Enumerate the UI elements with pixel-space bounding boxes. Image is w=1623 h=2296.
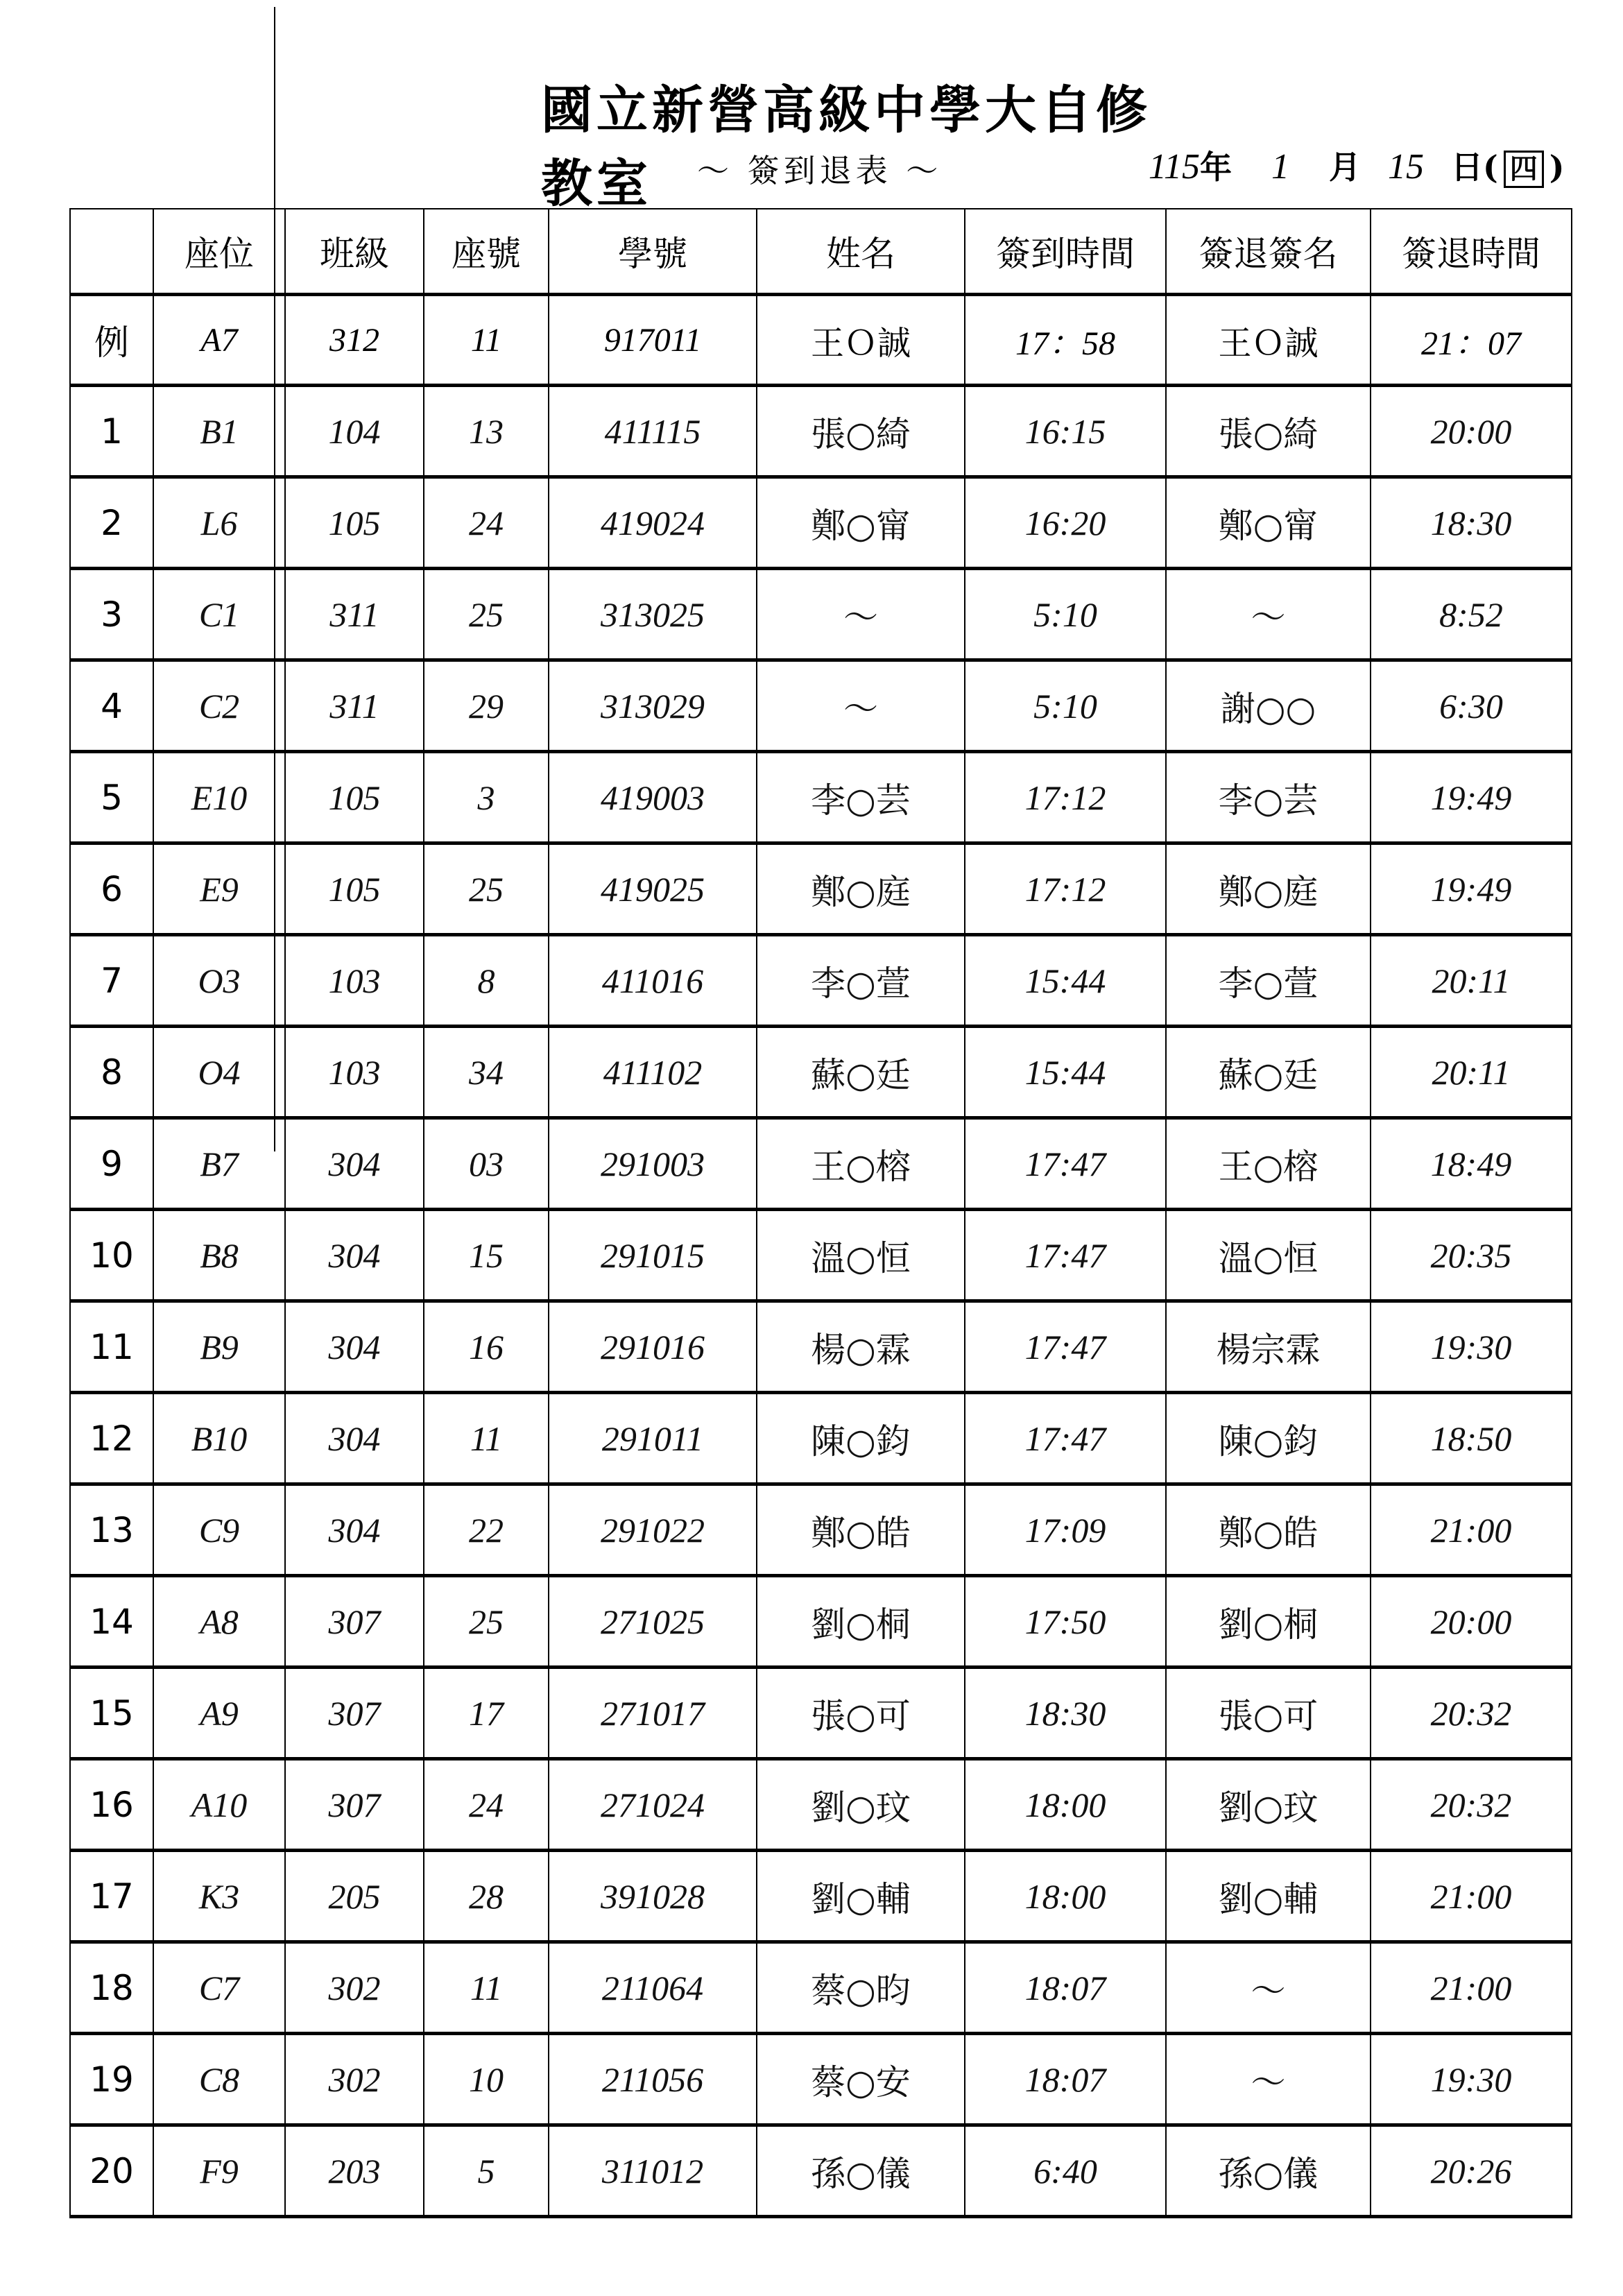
name-cell: 張○綺 xyxy=(757,386,965,477)
example-checkin-time: 17：58 xyxy=(965,295,1166,386)
checkout-time-cell: 21:00 xyxy=(1371,1851,1572,1942)
checkout-signature-cell: 陳○鈞 xyxy=(1166,1393,1371,1484)
student-id-cell: 291016 xyxy=(549,1301,757,1393)
row-number: 20 xyxy=(70,2125,153,2217)
row-number: 19 xyxy=(70,2034,153,2125)
checkin-time-cell: 16:20 xyxy=(965,477,1166,569)
seat-cell: E10 xyxy=(153,752,285,843)
seat-number-cell: 24 xyxy=(424,1759,549,1851)
class-cell: 311 xyxy=(285,660,424,752)
student-id-cell: 419025 xyxy=(549,843,757,935)
table-row xyxy=(70,477,1572,569)
seat-number-cell: 22 xyxy=(424,1484,549,1576)
date-month-label: 月 xyxy=(1329,148,1361,186)
seat-number-cell: 10 xyxy=(424,2034,549,2125)
checkout-time-cell: 18:30 xyxy=(1371,477,1572,569)
header-checkin-time: 簽到時間 xyxy=(965,209,1166,295)
checkout-time-cell: 20:35 xyxy=(1371,1210,1572,1301)
row-number: 8 xyxy=(70,1027,153,1118)
seat-cell: C2 xyxy=(153,660,285,752)
checkin-time-cell: 15:44 xyxy=(965,935,1166,1027)
seat-number-cell: 25 xyxy=(424,569,549,660)
row-number: 1 xyxy=(70,386,153,477)
student-id-cell: 271017 xyxy=(549,1668,757,1759)
name-cell: 蔡○安 xyxy=(757,2034,965,2125)
table-row xyxy=(70,1393,1572,1484)
table-row xyxy=(70,935,1572,1027)
example-label: 例 xyxy=(70,295,153,386)
seat-cell: O3 xyxy=(153,935,285,1027)
checkin-time-cell: 18:07 xyxy=(965,1942,1166,2034)
checkout-time-cell: 20:26 xyxy=(1371,2125,1572,2217)
class-cell: 105 xyxy=(285,752,424,843)
table-row xyxy=(70,1942,1572,2034)
student-id-cell: 211056 xyxy=(549,2034,757,2125)
table-row xyxy=(70,1484,1572,1576)
student-id-cell: 291003 xyxy=(549,1118,757,1210)
class-cell: 304 xyxy=(285,1210,424,1301)
checkout-signature-cell: 鄭○皓 xyxy=(1166,1484,1371,1576)
checkout-signature-cell: 鄭○庭 xyxy=(1166,843,1371,935)
student-id-cell: 311012 xyxy=(549,2125,757,2217)
class-cell: 304 xyxy=(285,1118,424,1210)
checkin-time-cell: 18:00 xyxy=(965,1759,1166,1851)
table-row xyxy=(70,1576,1572,1668)
seat-cell: C7 xyxy=(153,1942,285,2034)
date-open-paren: ( xyxy=(1483,148,1498,186)
example-seat-number: 11 xyxy=(424,295,549,386)
name-cell: 劉○桐 xyxy=(757,1576,965,1668)
seat-number-cell: 11 xyxy=(424,1393,549,1484)
class-cell: 304 xyxy=(285,1301,424,1393)
checkout-time-cell: 20:00 xyxy=(1371,386,1572,477)
class-cell: 302 xyxy=(285,2034,424,2125)
checkin-time-cell: 17:47 xyxy=(965,1210,1166,1301)
example-name: 王Ｏ誠 xyxy=(757,295,965,386)
example-seat: A7 xyxy=(153,295,285,386)
name-cell: 王○榕 xyxy=(757,1118,965,1210)
name-cell: 楊○霖 xyxy=(757,1301,965,1393)
class-cell: 307 xyxy=(285,1576,424,1668)
seat-number-cell: 28 xyxy=(424,1851,549,1942)
checkin-time-cell: 17:47 xyxy=(965,1393,1166,1484)
seat-number-cell: 17 xyxy=(424,1668,549,1759)
example-student-id: 917011 xyxy=(549,295,757,386)
checkin-time-cell: 17:47 xyxy=(965,1118,1166,1210)
header-checkout-signature: 簽退簽名 xyxy=(1166,209,1371,295)
header-student-id: 學號 xyxy=(549,209,757,295)
row-number: 16 xyxy=(70,1759,153,1851)
row-number: 4 xyxy=(70,660,153,752)
seat-cell: C1 xyxy=(153,569,285,660)
checkin-time-cell: 18:07 xyxy=(965,2034,1166,2125)
example-class: 312 xyxy=(285,295,424,386)
table-row xyxy=(70,1301,1572,1393)
seat-cell: A9 xyxy=(153,1668,285,1759)
seat-cell: B7 xyxy=(153,1118,285,1210)
checkout-time-cell: 8:52 xyxy=(1371,569,1572,660)
seat-cell: B8 xyxy=(153,1210,285,1301)
table-row xyxy=(70,1668,1572,1759)
checkout-signature-cell: 楊宗霖 xyxy=(1166,1301,1371,1393)
checkin-time-cell: 17:47 xyxy=(965,1301,1166,1393)
seat-number-cell: 24 xyxy=(424,477,549,569)
name-cell: 李○芸 xyxy=(757,752,965,843)
class-cell: 203 xyxy=(285,2125,424,2217)
checkout-time-cell: 20:11 xyxy=(1371,935,1572,1027)
checkout-signature-cell: 劉○桐 xyxy=(1166,1576,1371,1668)
name-cell: 鄭○庭 xyxy=(757,843,965,935)
name-cell: 張○可 xyxy=(757,1668,965,1759)
checkout-time-cell: 20:00 xyxy=(1371,1576,1572,1668)
date-close-paren: ) xyxy=(1549,148,1565,186)
seat-number-cell: 25 xyxy=(424,1576,549,1668)
example-checkout-time: 21：07 xyxy=(1371,295,1572,386)
checkout-signature-cell: 〜 xyxy=(1166,569,1371,660)
date-year-label: 年 xyxy=(1200,148,1232,186)
checkout-signature-cell: 〜 xyxy=(1166,2034,1371,2125)
checkout-time-cell: 20:32 xyxy=(1371,1668,1572,1759)
checkout-signature-cell: 溫○恒 xyxy=(1166,1210,1371,1301)
student-id-cell: 291011 xyxy=(549,1393,757,1484)
name-cell: 李○萱 xyxy=(757,935,965,1027)
name-cell: 溫○恒 xyxy=(757,1210,965,1301)
student-id-cell: 411115 xyxy=(549,386,757,477)
row-number: 5 xyxy=(70,752,153,843)
row-number: 18 xyxy=(70,1942,153,2034)
checkout-time-cell: 19:49 xyxy=(1371,752,1572,843)
checkout-signature-cell: 李○芸 xyxy=(1166,752,1371,843)
checkin-time-cell: 17:09 xyxy=(965,1484,1166,1576)
seat-number-cell: 11 xyxy=(424,1942,549,2034)
table-row xyxy=(70,1027,1572,1118)
checkout-signature-cell: 劉○玟 xyxy=(1166,1759,1371,1851)
row-number: 15 xyxy=(70,1668,153,1759)
seat-cell: C8 xyxy=(153,2034,285,2125)
seat-cell: B9 xyxy=(153,1301,285,1393)
table-row xyxy=(70,752,1572,843)
row-number: 6 xyxy=(70,843,153,935)
example-checkout-signature: 王Ｏ誠 xyxy=(1166,295,1371,386)
class-cell: 302 xyxy=(285,1942,424,2034)
seat-cell: C9 xyxy=(153,1484,285,1576)
row-number: 7 xyxy=(70,935,153,1027)
document-title: 國立新營高級中學大自修教室 xyxy=(541,80,1151,214)
class-cell: 105 xyxy=(285,477,424,569)
checkin-time-cell: 6:40 xyxy=(965,2125,1166,2217)
signin-table xyxy=(69,208,1572,2218)
class-cell: 304 xyxy=(285,1484,424,1576)
date-weekday: 四 xyxy=(1504,151,1544,188)
student-id-cell: 313025 xyxy=(549,569,757,660)
document-subtitle: ～ 簽到退表 ～ xyxy=(697,152,943,189)
table-row xyxy=(70,1118,1572,1210)
student-id-cell: 419003 xyxy=(549,752,757,843)
header-checkout-time: 簽退時間 xyxy=(1371,209,1572,295)
date-line xyxy=(1124,142,1565,188)
class-cell: 104 xyxy=(285,386,424,477)
checkout-time-cell: 19:30 xyxy=(1371,2034,1572,2125)
name-cell: 蘇○廷 xyxy=(757,1027,965,1118)
seat-number-cell: 13 xyxy=(424,386,549,477)
checkin-time-cell: 5:10 xyxy=(965,660,1166,752)
checkin-time-cell: 15:44 xyxy=(965,1027,1166,1118)
checkin-time-cell: 17:12 xyxy=(965,752,1166,843)
date-year: 115 xyxy=(1148,147,1200,187)
date-day: 15 xyxy=(1388,147,1424,187)
seat-number-cell: 3 xyxy=(424,752,549,843)
name-cell: 孫○儀 xyxy=(757,2125,965,2217)
name-cell: 蔡○昀 xyxy=(757,1942,965,2034)
checkin-time-cell: 16:15 xyxy=(965,386,1166,477)
checkin-time-cell: 18:00 xyxy=(965,1851,1166,1942)
name-cell: 劉○輔 xyxy=(757,1851,965,1942)
class-cell: 205 xyxy=(285,1851,424,1942)
class-cell: 103 xyxy=(285,1027,424,1118)
class-cell: 103 xyxy=(285,935,424,1027)
seat-cell: K3 xyxy=(153,1851,285,1942)
table-row xyxy=(70,1210,1572,1301)
checkout-time-cell: 21:00 xyxy=(1371,1484,1572,1576)
checkin-time-cell: 18:30 xyxy=(965,1668,1166,1759)
checkout-time-cell: 20:32 xyxy=(1371,1759,1572,1851)
name-cell: 〜 xyxy=(757,569,965,660)
seat-number-cell: 15 xyxy=(424,1210,549,1301)
row-number: 11 xyxy=(70,1301,153,1393)
table-row xyxy=(70,386,1572,477)
student-id-cell: 411016 xyxy=(549,935,757,1027)
header-class: 班級 xyxy=(285,209,424,295)
checkin-time-cell: 5:10 xyxy=(965,569,1166,660)
example-row xyxy=(70,295,1572,386)
checkout-signature-cell: 張○可 xyxy=(1166,1668,1371,1759)
table-row xyxy=(70,843,1572,935)
date-day-label: 日 xyxy=(1451,148,1483,186)
student-id-cell: 313029 xyxy=(549,660,757,752)
name-cell: 鄭○皓 xyxy=(757,1484,965,1576)
student-id-cell: 391028 xyxy=(549,1851,757,1942)
seat-number-cell: 16 xyxy=(424,1301,549,1393)
row-number: 14 xyxy=(70,1576,153,1668)
seat-cell: F9 xyxy=(153,2125,285,2217)
student-id-cell: 411102 xyxy=(549,1027,757,1118)
name-cell: 陳○鈞 xyxy=(757,1393,965,1484)
checkout-signature-cell: 張○綺 xyxy=(1166,386,1371,477)
seat-cell: O4 xyxy=(153,1027,285,1118)
student-id-cell: 271024 xyxy=(549,1759,757,1851)
seat-cell: A10 xyxy=(153,1759,285,1851)
checkout-signature-cell: 王○榕 xyxy=(1166,1118,1371,1210)
checkin-time-cell: 17:50 xyxy=(965,1576,1166,1668)
row-number: 10 xyxy=(70,1210,153,1301)
checkout-signature-cell: 〜 xyxy=(1166,1942,1371,2034)
checkout-signature-cell: 蘇○廷 xyxy=(1166,1027,1371,1118)
table-header-row xyxy=(70,209,1572,295)
row-number: 9 xyxy=(70,1118,153,1210)
seat-number-cell: 34 xyxy=(424,1027,549,1118)
checkout-signature-cell: 劉○輔 xyxy=(1166,1851,1371,1942)
class-cell: 105 xyxy=(285,843,424,935)
checkout-time-cell: 18:49 xyxy=(1371,1118,1572,1210)
table-row xyxy=(70,1759,1572,1851)
table-row xyxy=(70,2034,1572,2125)
checkout-time-cell: 19:49 xyxy=(1371,843,1572,935)
name-cell: 鄭○甯 xyxy=(757,477,965,569)
header-seat: 座位 xyxy=(153,209,285,295)
class-cell: 307 xyxy=(285,1668,424,1759)
student-id-cell: 271025 xyxy=(549,1576,757,1668)
seat-number-cell: 25 xyxy=(424,843,549,935)
seat-cell: A8 xyxy=(153,1576,285,1668)
table-row xyxy=(70,660,1572,752)
seat-cell: B10 xyxy=(153,1393,285,1484)
seat-number-cell: 03 xyxy=(424,1118,549,1210)
seat-number-cell: 8 xyxy=(424,935,549,1027)
checkout-time-cell: 19:30 xyxy=(1371,1301,1572,1393)
student-id-cell: 211064 xyxy=(549,1942,757,2034)
checkout-time-cell: 20:11 xyxy=(1371,1027,1572,1118)
table-row xyxy=(70,2125,1572,2217)
header-index xyxy=(70,209,153,295)
checkin-time-cell: 17:12 xyxy=(965,843,1166,935)
row-number: 13 xyxy=(70,1484,153,1576)
student-id-cell: 291015 xyxy=(549,1210,757,1301)
checkout-time-cell: 21:00 xyxy=(1371,1942,1572,2034)
row-number: 17 xyxy=(70,1851,153,1942)
header-seat-number: 座號 xyxy=(424,209,549,295)
checkout-signature-cell: 鄭○甯 xyxy=(1166,477,1371,569)
class-cell: 311 xyxy=(285,569,424,660)
class-cell: 304 xyxy=(285,1393,424,1484)
row-number: 2 xyxy=(70,477,153,569)
table-row xyxy=(70,569,1572,660)
table-row xyxy=(70,1851,1572,1942)
date-month: 1 xyxy=(1271,147,1289,187)
seat-cell: L6 xyxy=(153,477,285,569)
checkout-time-cell: 18:50 xyxy=(1371,1393,1572,1484)
name-cell: 劉○玟 xyxy=(757,1759,965,1851)
seat-cell: E9 xyxy=(153,843,285,935)
checkout-signature-cell: 謝○○ xyxy=(1166,660,1371,752)
seat-cell: B1 xyxy=(153,386,285,477)
row-number: 3 xyxy=(70,569,153,660)
checkout-signature-cell: 孫○儀 xyxy=(1166,2125,1371,2217)
seat-number-cell: 29 xyxy=(424,660,549,752)
checkout-signature-cell: 李○萱 xyxy=(1166,935,1371,1027)
name-cell: 〜 xyxy=(757,660,965,752)
header-name: 姓名 xyxy=(757,209,965,295)
checkout-time-cell: 6:30 xyxy=(1371,660,1572,752)
class-cell: 307 xyxy=(285,1759,424,1851)
student-id-cell: 419024 xyxy=(549,477,757,569)
seat-number-cell: 5 xyxy=(424,2125,549,2217)
student-id-cell: 291022 xyxy=(549,1484,757,1576)
row-number: 12 xyxy=(70,1393,153,1484)
